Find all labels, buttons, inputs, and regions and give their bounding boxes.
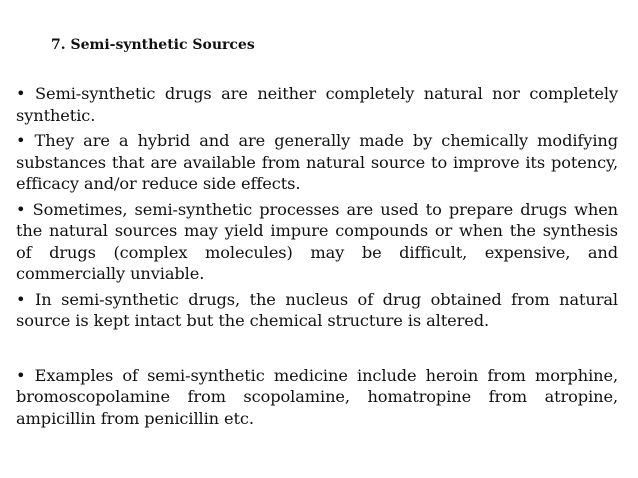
bullet-marker: • bbox=[16, 84, 26, 103]
bullet-list bbox=[16, 83, 618, 433]
bullet-item bbox=[16, 289, 618, 332]
bullet-text: Sometimes, semi-synthetic processes are used to prepare drugs when the natural sources may yield impure compounds or when the synthesis of drugs (complex molecules) may be difficult, expensive, and commercially unviable. bbox=[16, 199, 618, 283]
bullet-marker: • bbox=[16, 131, 26, 150]
bullet-marker: • bbox=[16, 289, 26, 309]
bullet-marker: • bbox=[16, 199, 26, 219]
bullet-item bbox=[16, 365, 618, 430]
bullet-text: In semi-synthetic drugs, the nucleus of drug obtained from natural source is kept intact but the chemical structure is altered. bbox=[16, 289, 619, 330]
bullet-item bbox=[16, 130, 618, 195]
bullet-item bbox=[16, 199, 618, 285]
bullet-text: They are a hybrid and are generally made by chemically modifying substances that are available from natural source to improve its potency, efficacy and/or reduce side effects. bbox=[16, 131, 619, 193]
bullet-text: Examples of semi-synthetic medicine include heroin from morphine, bromoscopolamine from scopolamine, homatropine from atropine, ampicillin from penicillin etc. bbox=[16, 365, 618, 428]
bullet-marker: • bbox=[16, 365, 26, 385]
bullet-item bbox=[16, 83, 618, 126]
slide-heading: 7. Semi-synthetic Sources bbox=[51, 37, 255, 53]
bullet-text: Semi-synthetic drugs are neither completely natural nor completely synthetic. bbox=[16, 84, 619, 125]
